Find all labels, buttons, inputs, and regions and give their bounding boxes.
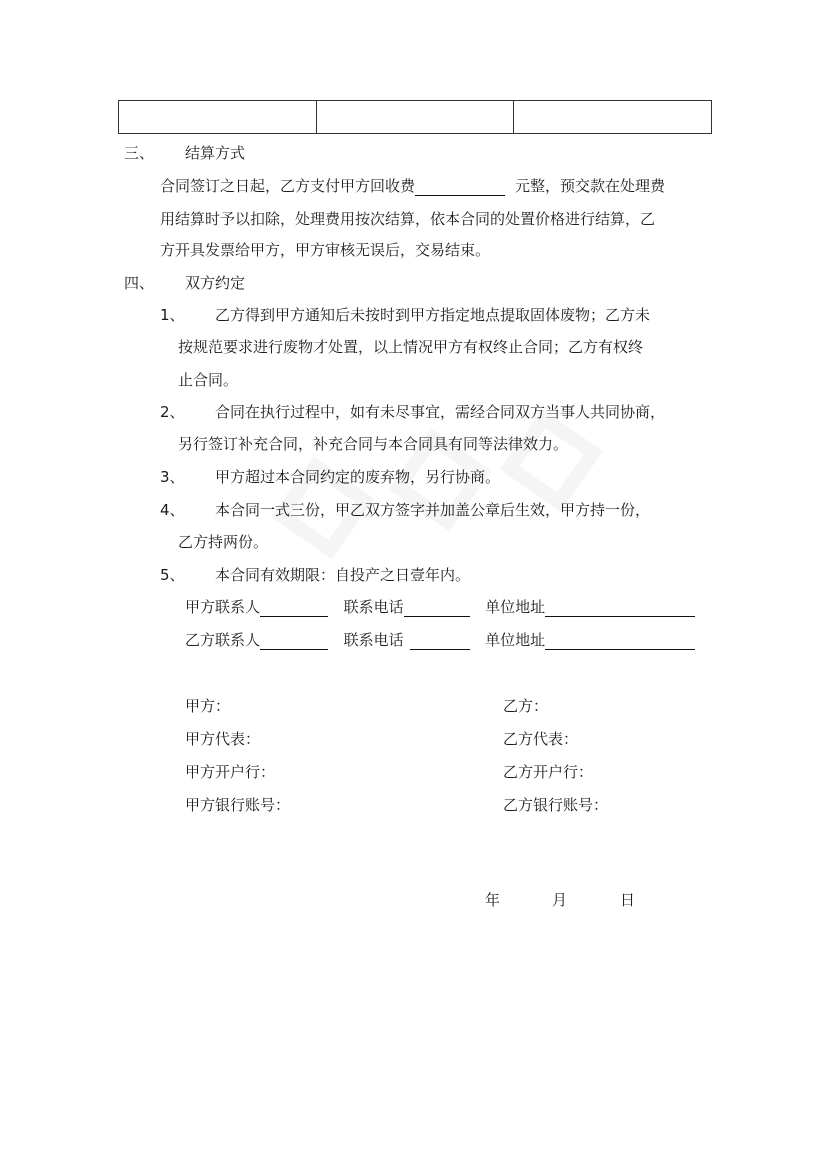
party-a-contact-blank[interactable]: [260, 599, 328, 617]
party-b-contact-label: 乙方联系人: [185, 631, 261, 649]
top-table-row: [118, 100, 712, 134]
party-b-representative-label: 乙方代表：: [503, 730, 579, 748]
section-3-para-line-1: [160, 176, 665, 196]
item-3-line-1: 甲方超过本合同约定的废弃物，另行协商。: [215, 468, 501, 486]
party-a-account-label: 甲方银行账号：: [185, 796, 291, 814]
party-a-contact-row: [185, 597, 695, 617]
item-1-number: 1、: [160, 306, 185, 324]
section-3-title: 结算方式: [185, 144, 246, 162]
item-2-number: 2、: [160, 403, 185, 421]
party-a-bank-label: 甲方开户行：: [185, 763, 276, 781]
party-a-phone-label: 联系电话: [343, 598, 404, 616]
item-3-number: 3、: [160, 468, 185, 486]
party-b-phone-blank[interactable]: [410, 632, 470, 650]
item-2-line-2: 另行签订补充合同，补充合同与本合同具有同等法律效力。: [178, 435, 569, 453]
party-a-phone-blank[interactable]: [404, 599, 470, 617]
item-2-line-1: 合同在执行过程中，如有未尽事宜，需经合同双方当事人共同协商，: [215, 403, 666, 421]
date-day: 日: [620, 891, 636, 909]
item-5-number: 5、: [160, 566, 185, 584]
party-a-label: 甲方：: [185, 697, 231, 715]
party-a-address-blank[interactable]: [545, 599, 695, 617]
party-b-account-label: 乙方银行账号：: [503, 796, 609, 814]
party-b-bank-label: 乙方开户行：: [503, 763, 594, 781]
item-4-line-2: 乙方持两份。: [178, 533, 269, 551]
section-4-title: 双方约定: [185, 274, 246, 292]
party-b-label: 乙方：: [503, 697, 549, 715]
item-4-number: 4、: [160, 501, 185, 519]
party-b-contact-blank[interactable]: [260, 632, 328, 650]
section-3-text: 合同签订之日起，乙方支付甲方回收费: [160, 177, 416, 195]
party-b-address-label: 单位地址: [485, 631, 546, 649]
table-cell: [316, 101, 514, 134]
party-a-representative-label: 甲方代表：: [185, 730, 261, 748]
party-a-contact-label: 甲方联系人: [185, 598, 261, 616]
item-1-line-3: 止合同。: [178, 371, 239, 389]
section-3-para-line-2: 用结算时予以扣除，处理费用按次结算，依本合同的处置价格进行结算，乙: [160, 210, 656, 228]
item-1-line-2: 按规范要求进行废物才处置，以上情况甲方有权终止合同；乙方有权终: [178, 338, 644, 356]
fee-blank[interactable]: [415, 178, 505, 196]
party-a-address-label: 单位地址: [485, 598, 546, 616]
date-month: 月: [552, 891, 568, 909]
party-b-address-blank[interactable]: [545, 632, 695, 650]
section-3-text: 元整，预交款在处理费: [515, 177, 666, 195]
date-year: 年: [485, 891, 501, 909]
section-3-para-line-3: 方开具发票给甲方，甲方审核无误后，交易结束。: [160, 241, 491, 259]
table-cell: [514, 101, 712, 134]
section-4-number: 四、: [124, 274, 155, 292]
party-b-phone-label: 联系电话: [343, 631, 404, 649]
table-cell: [119, 101, 317, 134]
party-b-contact-row: [185, 630, 695, 650]
item-4-line-1: 本合同一式三份，甲乙双方签字并加盖公章后生效，甲方持一份，: [215, 501, 651, 519]
section-3-number: 三、: [124, 144, 155, 162]
item-5-line-1: 本合同有效期限：自投产之日壹年内。: [215, 566, 471, 584]
item-1-line-1: 乙方得到甲方通知后未按时到甲方指定地点提取固体废物；乙方未: [215, 306, 651, 324]
